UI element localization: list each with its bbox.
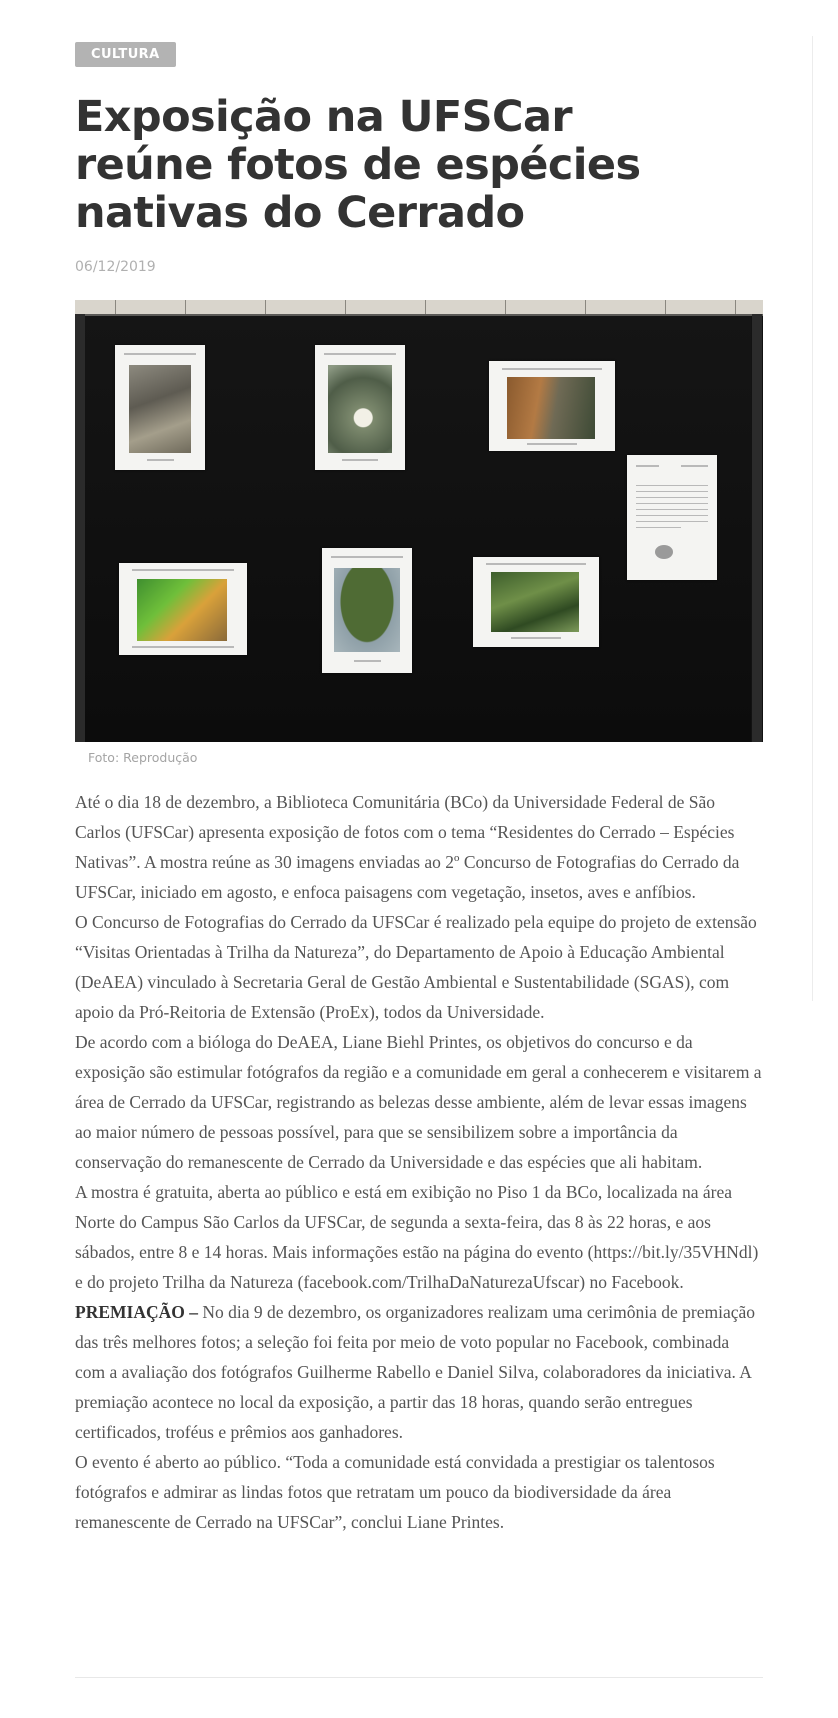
- paragraph-schedule: A mostra é gratuita, aberta ao público e está em exibição no Piso 1 da BCo, localizada na área Norte do Campus São Carlos da UFSCar, de segunda a sexta-feira, das 8 às 22 horas, e aos sábados, entre 8 e 14 horas. Mais informações estão na página do evento (https://bit.ly/35VHNdl) e do projeto Trilha da Natureza (facebook.com/TrilhaDaNaturezaUfscar) no Facebook.: [75, 1182, 759, 1292]
- paragraph-contest: O Concurso de Fotografias do Cerrado da UFSCar é realizado pela equipe do projeto de extensão “Visitas Orientadas à Trilha da Natureza”, do Departamento de Apoio à Educação Ambiental (DeAEA) vinculado à Secretaria Geral de Gestão Ambiental e Sustentabilidade (SGAS), com apoio da Pró-Reitoria de Extensão (ProEx), todos da Universidade.: [75, 912, 757, 1022]
- photo-sheet-flower: [315, 345, 405, 470]
- photo-sheet-animal: [489, 361, 615, 451]
- article-title: Exposição na UFSCar reúne fotos de espécies nativas do Cerrado: [75, 92, 641, 238]
- right-divider: [812, 36, 813, 1001]
- photo-sheet-plants: [473, 557, 599, 647]
- publish-date: 06/12/2019: [75, 259, 156, 275]
- ceiling-tiles: [75, 300, 763, 316]
- right-pole: [752, 314, 762, 742]
- photo-sheet-tree: [322, 548, 412, 673]
- award-text: No dia 9 de dezembro, os organizadores realizam uma cerimônia de premiação das três melhores fotos; a seleção foi feita por meio de voto popular no Facebook, combinada com a avaliação dos fotógrafos Guilherme Rabello e Daniel Silva, colaboradores da iniciativa. A premiação acontece no local da exposição, a partir das 18 horas, quando serão entregues certificados, troféus e prêmios aos ganhadores.: [75, 1302, 755, 1442]
- category-badge[interactable]: CULTURA: [75, 42, 176, 67]
- bottom-divider: [75, 1677, 763, 1678]
- article: [75, 42, 763, 1537]
- info-sheet: [627, 455, 717, 580]
- photo-sheet-seeds: [115, 345, 205, 470]
- left-pole: [75, 314, 85, 742]
- photo-caption: Foto: Reprodução: [88, 750, 198, 765]
- paragraph-objectives: De acordo com a bióloga do DeAEA, Liane Biehl Printes, os objetivos do concurso e da exposição são estimular fotógrafos da região e a comunidade em geral a conhecerem e visitarem a área de Cerrado da UFSCar, registrando as belezas desse ambiente, além de levar essas imagens ao maior número de pessoas possível, para que se sensibilizem sobre a importância da conservação do remanescente de Cerrado da Universidade e das espécies que ali habitam.: [75, 1032, 762, 1172]
- photo-sheet-parrot: [119, 563, 247, 655]
- paragraph-award: [75, 1297, 763, 1447]
- article-photo[interactable]: [75, 300, 763, 742]
- paragraph-intro: Até o dia 18 de dezembro, a Biblioteca Comunitária (BCo) da Universidade Federal de São Carlos (UFSCar) apresenta exposição de fotos com o tema “Residentes do Cerrado – Espécies Nativas”. A mostra reúne as 30 imagens enviadas ao 2º Concurso de Fotografias do Cerrado da UFSCar, iniciado em agosto, e enfoca paisagens com vegetação, insetos, aves e anfíbios.: [75, 792, 740, 902]
- paragraph-closing: O evento é aberto ao público. “Toda a comunidade está convidada a prestigiar os talentosos fotógrafos e admirar as lindas fotos que retratam um pouco da biodiversidade da área remanescente de Cerrado na UFSCar”, conclui Liane Printes.: [75, 1452, 715, 1532]
- article-body: [75, 787, 763, 1537]
- award-label: PREMIAÇÃO –: [75, 1302, 198, 1322]
